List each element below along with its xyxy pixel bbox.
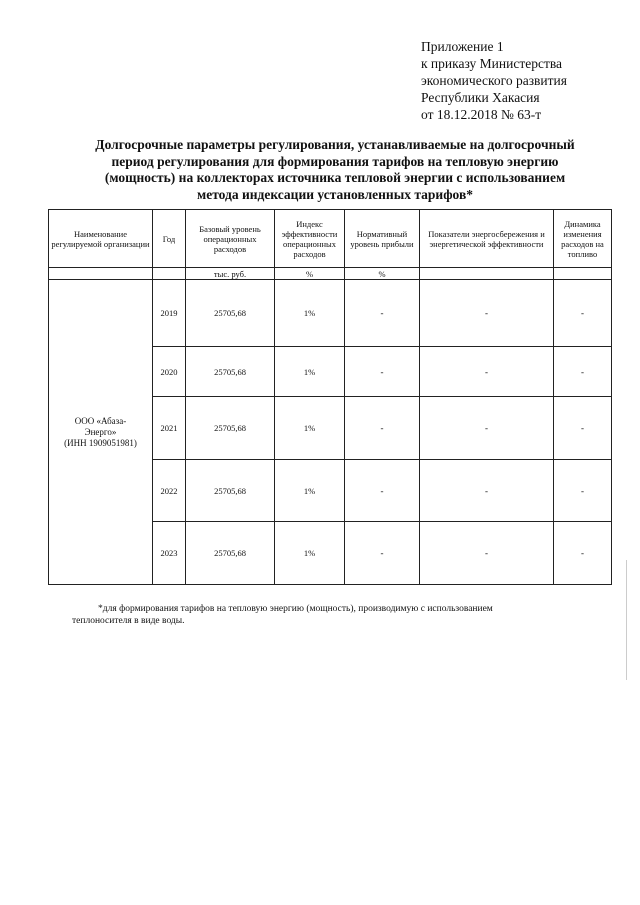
parameters-table — [48, 209, 612, 585]
appendix-line: Республики Хакасия — [421, 90, 540, 105]
year-cell: 2019 — [153, 280, 186, 347]
header-energy-saving: Показатели энергосбережения и энергетической эффективности — [420, 210, 554, 268]
title-line: (мощность) на коллекторах источника тепловой энергии с использованием — [104, 170, 566, 185]
index-cell: 1% — [275, 522, 345, 585]
appendix-line: экономического развития — [421, 73, 567, 88]
title-line: Долгосрочные параметры регулирования, устанавливаемые на долгосрочный — [95, 137, 575, 152]
header-fuel-dynamics: Динамика изменения расходов на топливо — [554, 210, 612, 268]
energy-cell: - — [420, 347, 554, 397]
base-cell: 25705,68 — [186, 347, 275, 397]
fuel-cell: - — [554, 280, 612, 347]
footnote-line: *для формирования тарифов на тепловую энергию (мощность), производимую с использованием — [98, 604, 493, 614]
appendix-line: к приказу Министерства — [421, 56, 563, 71]
profit-cell: - — [345, 522, 420, 585]
year-cell: 2022 — [153, 460, 186, 522]
base-cell: 25705,68 — [186, 460, 275, 522]
table-row — [49, 280, 612, 347]
unit-empty — [153, 268, 186, 280]
header-efficiency-index: Индекс эффективности операционных расходов — [275, 210, 345, 268]
unit-profit: % — [345, 268, 420, 280]
energy-cell: - — [420, 522, 554, 585]
header-base-level: Базовый уровень операционных расходов — [186, 210, 275, 268]
org-name-line: Энерго» — [84, 426, 117, 437]
year-cell: 2021 — [153, 397, 186, 460]
document-title — [60, 137, 610, 203]
base-cell: 25705,68 — [186, 397, 275, 460]
fuel-cell: - — [554, 397, 612, 460]
scan-edge-mark — [626, 560, 627, 680]
index-cell: 1% — [275, 347, 345, 397]
appendix-line: Приложение 1 — [421, 39, 504, 54]
org-name-line: ООО «Абаза- — [74, 415, 127, 426]
header-profit-level: Нормативный уровень прибыли — [345, 210, 420, 268]
title-line: метода индексации установленных тарифов* — [197, 186, 473, 202]
profit-cell: - — [345, 347, 420, 397]
header-year: Год — [153, 210, 186, 268]
fuel-cell: - — [554, 347, 612, 397]
year-cell: 2023 — [153, 522, 186, 585]
profit-cell: - — [345, 397, 420, 460]
org-inn: (ИНН 1909051981) — [64, 437, 137, 448]
table-units-row — [49, 268, 612, 280]
energy-cell: - — [420, 280, 554, 347]
base-cell: 25705,68 — [186, 522, 275, 585]
unit-index: % — [275, 268, 345, 280]
unit-empty — [49, 268, 153, 280]
base-cell: 25705,68 — [186, 280, 275, 347]
organization-cell — [49, 280, 153, 585]
energy-cell: - — [420, 397, 554, 460]
index-cell: 1% — [275, 280, 345, 347]
profit-cell: - — [345, 280, 420, 347]
unit-empty — [554, 268, 612, 280]
fuel-cell: - — [554, 460, 612, 522]
table-header-row — [49, 210, 612, 268]
index-cell: 1% — [275, 460, 345, 522]
footnote-line: теплоносителя в виде воды. — [72, 616, 185, 626]
appendix-line: от 18.12.2018 № 63-т — [421, 107, 542, 122]
footnote — [72, 603, 598, 627]
appendix-block — [421, 38, 631, 123]
fuel-cell: - — [554, 522, 612, 585]
year-cell: 2020 — [153, 347, 186, 397]
unit-empty — [420, 268, 554, 280]
unit-base: тыс. руб. — [186, 268, 275, 280]
index-cell: 1% — [275, 397, 345, 460]
header-org: Наименование регулируемой организации — [49, 210, 153, 268]
energy-cell: - — [420, 460, 554, 522]
title-line: период регулирования для формирования тарифов на тепловую энергию — [111, 153, 559, 169]
profit-cell: - — [345, 460, 420, 522]
